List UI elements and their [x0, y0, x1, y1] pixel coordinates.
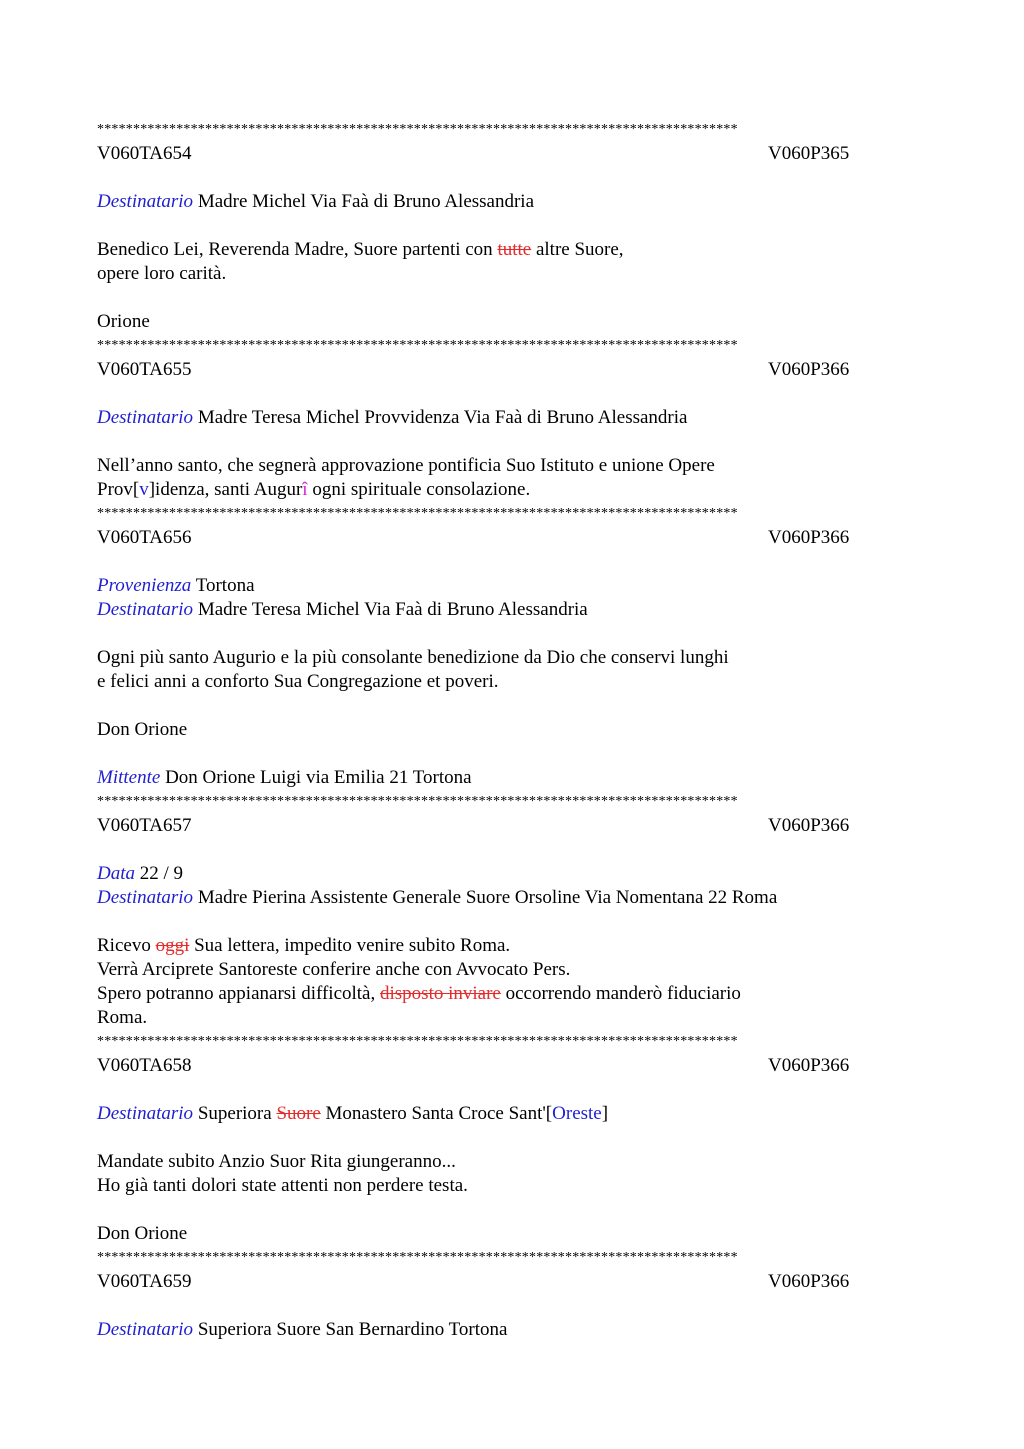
body-line	[97, 934, 927, 958]
origin-line	[97, 574, 927, 598]
deleted-text: disposto inviare	[380, 983, 501, 1004]
body-text: occorrendo manderò fiduciario	[500, 983, 741, 1004]
recipient-line	[97, 190, 927, 214]
entry-id: V060TA656	[97, 527, 192, 548]
recipient-label: Destinatario	[97, 191, 194, 212]
recipient-value: Superiora	[197, 1103, 277, 1124]
recipient-label: Destinatario	[97, 599, 194, 620]
letter-entry	[97, 334, 927, 502]
body-text: Benedico Lei, Reverenda Madre, Suore partenti con	[97, 239, 498, 260]
body-line: Nell’anno santo, che segnerà approvazione pontificia Suo Istituto e unione Opere	[97, 455, 715, 476]
body-text: Ricevo	[97, 935, 156, 956]
entry-id: V060TA658	[97, 1055, 192, 1076]
signature: Don Orione	[97, 1223, 188, 1244]
entry-header	[97, 1270, 927, 1294]
recipient-label: Destinatario	[97, 407, 194, 428]
entry-id: V060TA659	[97, 1271, 192, 1292]
editorial-insertion: Oreste	[552, 1103, 602, 1124]
body-line: Ho già tanti dolori state attenti non perdere testa.	[97, 1175, 468, 1196]
recipient-line	[97, 1102, 927, 1126]
body-line: Ogni più santo Augurio e la più consolante benedizione da Dio che conservi lunghi	[97, 647, 729, 668]
recipient-line	[97, 1318, 927, 1342]
separator: *****************************************************************************************	[97, 122, 738, 137]
separator: *****************************************************************************************	[97, 1250, 738, 1265]
recipient-value: Superiora Suore San Bernardino Tortona	[197, 1319, 508, 1340]
editorial-accent: î	[302, 479, 308, 500]
entry-id: V060TA655	[97, 359, 192, 380]
letter-entry	[97, 1246, 927, 1342]
letter-entry	[97, 790, 927, 1030]
entry-header	[97, 358, 927, 382]
page-reference: V060P366	[768, 815, 850, 836]
recipient-value: Madre Michel Via Faà di Bruno Alessandria	[197, 191, 535, 212]
separator: *****************************************************************************************	[97, 794, 738, 809]
recipient-value: Madre Pierina Assistente Generale Suore Orsoline Via Nomentana 22 Roma	[197, 887, 778, 908]
sender-label: Mittente	[97, 767, 161, 788]
body-line: e felici anni a conforto Sua Congregazione et poveri.	[97, 671, 499, 692]
origin-label: Provenienza	[97, 575, 192, 596]
entry-header	[97, 526, 927, 550]
deleted-text: Suore	[276, 1103, 321, 1124]
separator: *****************************************************************************************	[97, 1034, 738, 1049]
entry-header	[97, 1054, 927, 1078]
recipient-value: ]	[601, 1103, 609, 1124]
recipient-label: Destinatario	[97, 1319, 194, 1340]
signature: Don Orione	[97, 719, 188, 740]
body-text: Sua lettera, impedito venire subito Roma.	[189, 935, 511, 956]
entry-id: V060TA654	[97, 143, 192, 164]
page-reference: V060P365	[768, 143, 850, 164]
deleted-text: oggi	[155, 935, 190, 956]
signature: Orione	[97, 311, 150, 332]
sender-line	[97, 766, 927, 790]
date-label: Data	[97, 863, 135, 884]
body-text: ]idenza, santi Augur	[148, 479, 303, 500]
body-text: altre Suore,	[531, 239, 624, 260]
recipient-value: Monastero Santa Croce Sant'[	[320, 1103, 553, 1124]
body-line: Mandate subito Anzio Suor Rita giungeranno...	[97, 1151, 456, 1172]
date-line	[97, 862, 927, 886]
recipient-line	[97, 406, 927, 430]
page-reference: V060P366	[768, 527, 850, 548]
recipient-value: Madre Teresa Michel Via Faà di Bruno Alessandria	[197, 599, 588, 620]
entry-id: V060TA657	[97, 815, 192, 836]
letter-entry	[97, 502, 927, 790]
editorial-insertion: v	[139, 479, 149, 500]
recipient-value: Madre Teresa Michel Provvidenza Via Faà di Bruno Alessandria	[197, 407, 688, 428]
body-line: opere loro carità.	[97, 263, 227, 284]
body-line: Roma.	[97, 1007, 148, 1028]
body-line	[97, 478, 927, 502]
document-page	[97, 118, 927, 1342]
page-reference: V060P366	[768, 1055, 850, 1076]
body-text: Prov[	[97, 479, 140, 500]
body-text: ogni spirituale consolazione.	[307, 479, 531, 500]
deleted-text: tutte	[497, 239, 532, 260]
body-line: Verrà Arciprete Santoreste conferire anche con Avvocato Pers.	[97, 959, 571, 980]
sender-value: Don Orione Luigi via Emilia 21 Tortona	[165, 767, 472, 788]
letter-entry	[97, 1030, 927, 1246]
recipient-line	[97, 886, 927, 910]
body-text: Spero potranno appianarsi difficoltà,	[97, 983, 380, 1004]
separator: *****************************************************************************************	[97, 338, 738, 353]
page-reference: V060P366	[768, 359, 850, 380]
origin-value: Tortona	[195, 575, 255, 596]
date-value: 22 / 9	[139, 863, 184, 884]
recipient-label: Destinatario	[97, 887, 194, 908]
body-line	[97, 238, 927, 262]
recipient-label: Destinatario	[97, 1103, 194, 1124]
letter-entry	[97, 118, 927, 334]
entry-header	[97, 814, 927, 838]
entry-header	[97, 142, 927, 166]
body-line	[97, 982, 927, 1006]
separator: *****************************************************************************************	[97, 506, 738, 521]
page-reference: V060P366	[768, 1271, 850, 1292]
recipient-line	[97, 598, 927, 622]
